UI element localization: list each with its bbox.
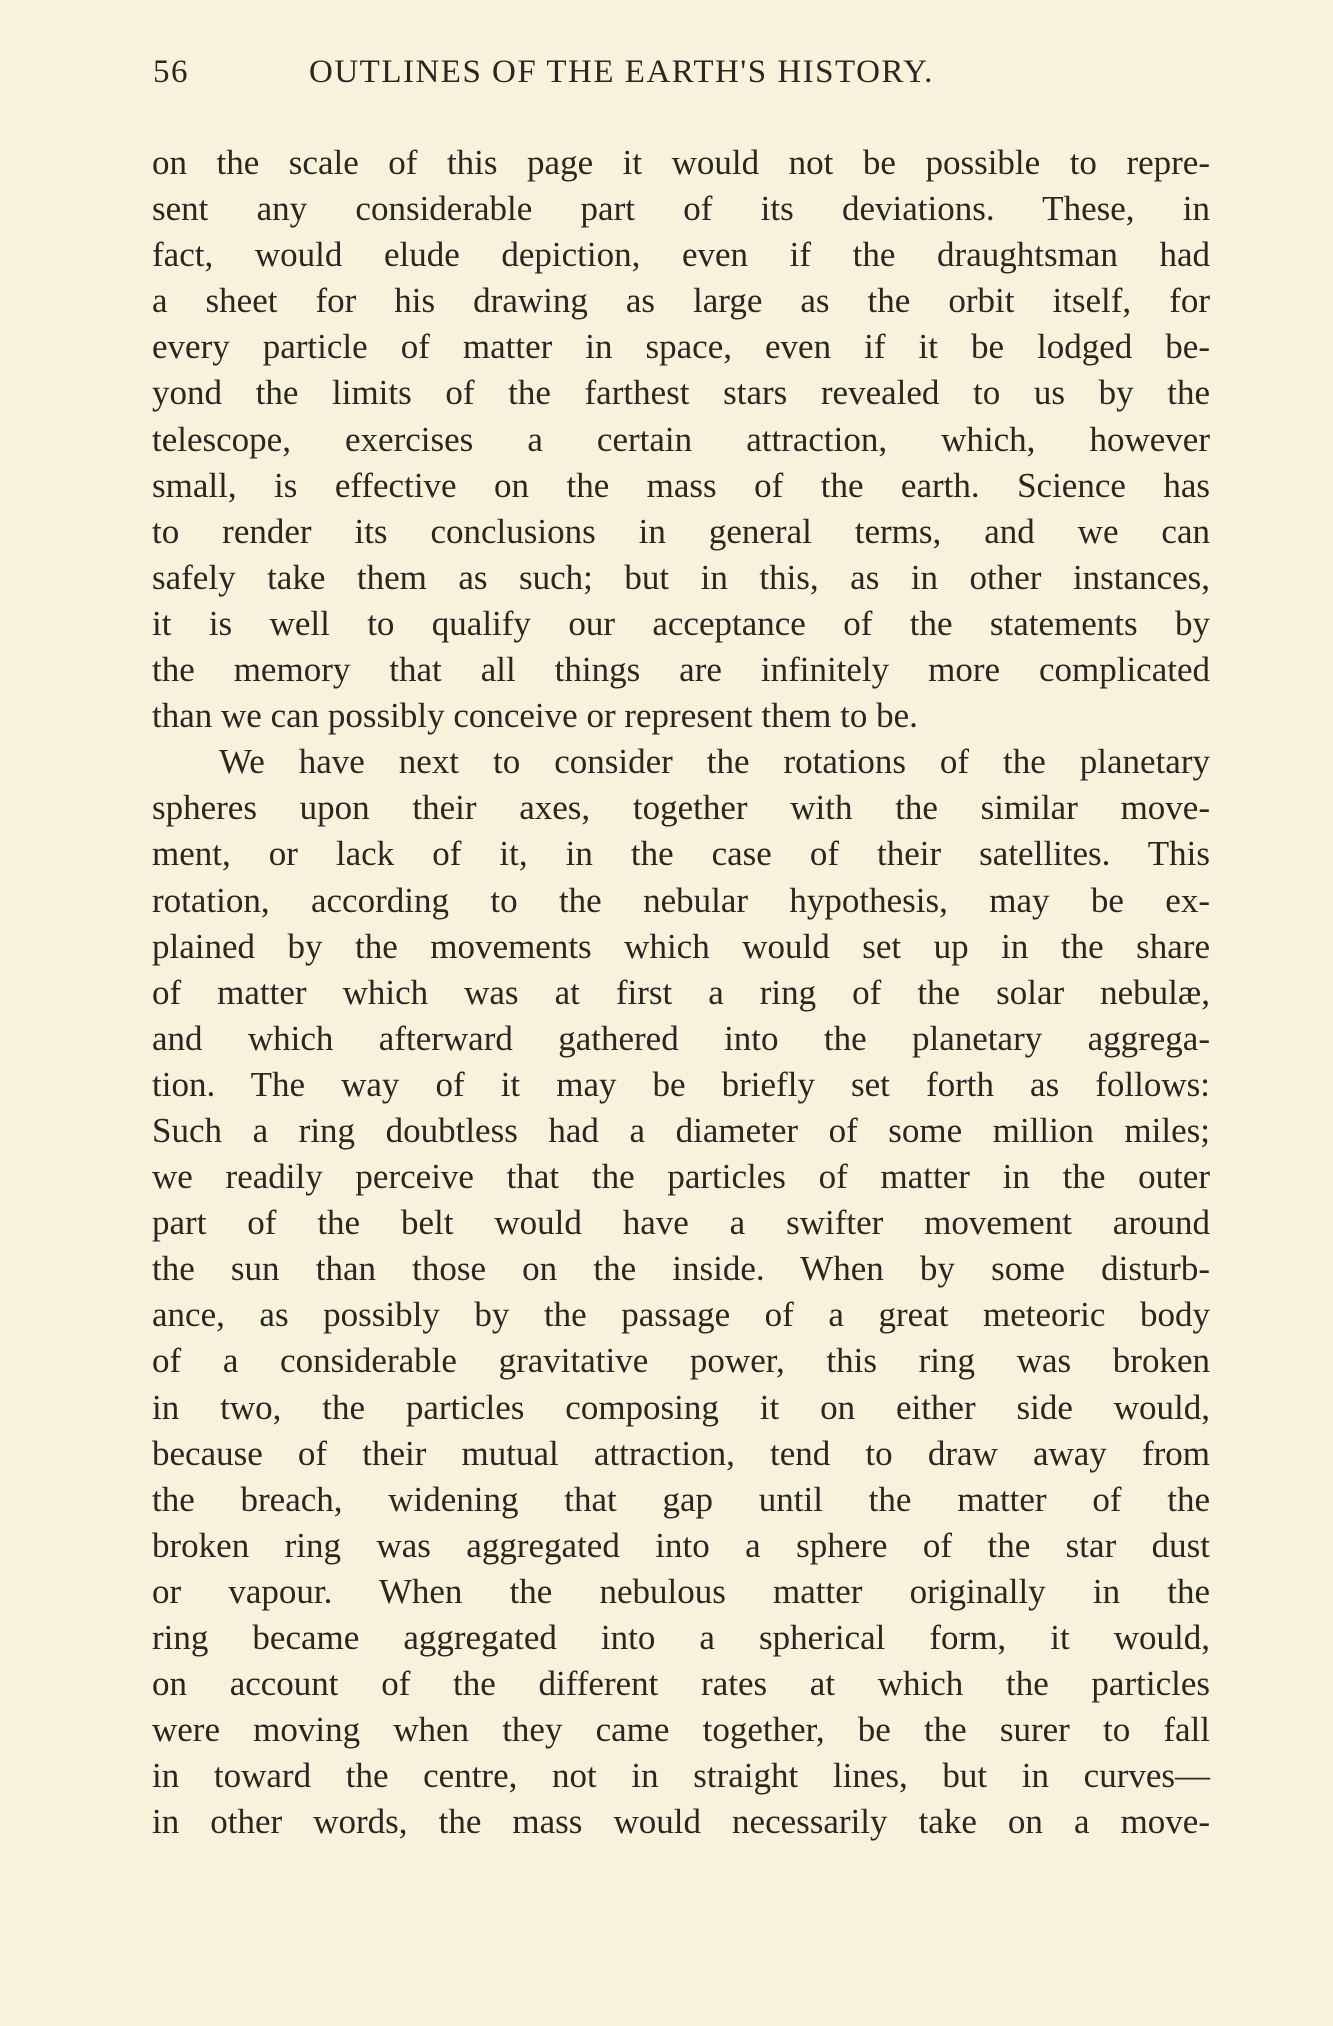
text-line: or vapour. When the nebulous matter originally in the — [152, 1571, 1210, 1611]
text-line: telescope, exercises a certain attraction, which, however — [152, 419, 1210, 459]
text-line: to render its conclusions in general terms, and we can — [152, 511, 1210, 551]
text-line: on the scale of this page it would not be possible to repre- — [152, 143, 1210, 182]
text-line: safely take them as such; but in this, as in other instances, — [152, 557, 1210, 597]
text-line: on account of the different rates at which the particles — [152, 1664, 1210, 1704]
running-title: OUTLINES OF THE EARTH'S HISTORY. — [309, 54, 934, 90]
paragraph-start-line: We have next to consider the rotations of the planetary — [219, 742, 1210, 782]
text-line: of a considerable gravitative power, this ring was broken — [152, 1341, 1210, 1381]
text-line: every particle of matter in space, even if it be lodged be- — [152, 327, 1210, 367]
text-line: it is well to qualify our acceptance of the statements by — [152, 603, 1210, 643]
text-line: ment, or lack of it, in the case of their satellites. This — [152, 834, 1210, 874]
text-line: part of the belt would have a swifter movement around — [152, 1203, 1210, 1243]
paragraph-end-line: than we can possibly conceive or represent them to be. — [152, 696, 918, 736]
text-line: fact, would elude depiction, even if the draughtsman had — [152, 235, 1210, 275]
text-line: we readily perceive that the particles of matter in the outer — [152, 1157, 1210, 1197]
text-line: Such a ring doubtless had a diameter of some million miles; — [152, 1110, 1210, 1150]
text-line: the sun than those on the inside. When by some disturb- — [152, 1249, 1210, 1289]
running-head — [153, 54, 1211, 104]
text-line: of matter which was at first a ring of the solar nebulæ, — [152, 972, 1210, 1012]
text-line: spheres upon their axes, together with the similar move- — [152, 788, 1210, 828]
text-line: and which afterward gathered into the planetary aggrega- — [152, 1018, 1210, 1058]
text-line: small, is effective on the mass of the earth. Science has — [152, 465, 1210, 505]
text-line: ance, as possibly by the passage of a great meteoric body — [152, 1295, 1210, 1335]
text-line: the breach, widening that gap until the matter of the — [152, 1479, 1210, 1519]
text-line: a sheet for his drawing as large as the orbit itself, for — [152, 281, 1210, 321]
text-line: rotation, according to the nebular hypothesis, may be ex- — [152, 880, 1210, 920]
text-line: the memory that all things are infinitely more complicated — [152, 650, 1210, 690]
text-line: in two, the particles composing it on either side would, — [152, 1387, 1210, 1427]
text-line: because of their mutual attraction, tend to draw away from — [152, 1433, 1210, 1473]
text-line: in other words, the mass would necessarily take on a move- — [152, 1802, 1210, 1842]
text-line: plained by the movements which would set up in the share — [152, 926, 1210, 966]
text-line: tion. The way of it may be briefly set forth as follows: — [152, 1064, 1210, 1104]
page-number: 56 — [153, 54, 189, 90]
text-line: in toward the centre, not in straight lines, but in curves— — [152, 1756, 1210, 1796]
text-line: were moving when they came together, be the surer to fall — [152, 1710, 1210, 1750]
text-line: ring became aggregated into a spherical form, it would, — [152, 1618, 1210, 1657]
text-line: broken ring was aggregated into a sphere of the star dust — [152, 1525, 1210, 1565]
text-line: sent any considerable part of its deviations. These, in — [152, 189, 1210, 229]
body-text — [152, 140, 1210, 1845]
text-line: yond the limits of the farthest stars revealed to us by the — [152, 373, 1210, 413]
